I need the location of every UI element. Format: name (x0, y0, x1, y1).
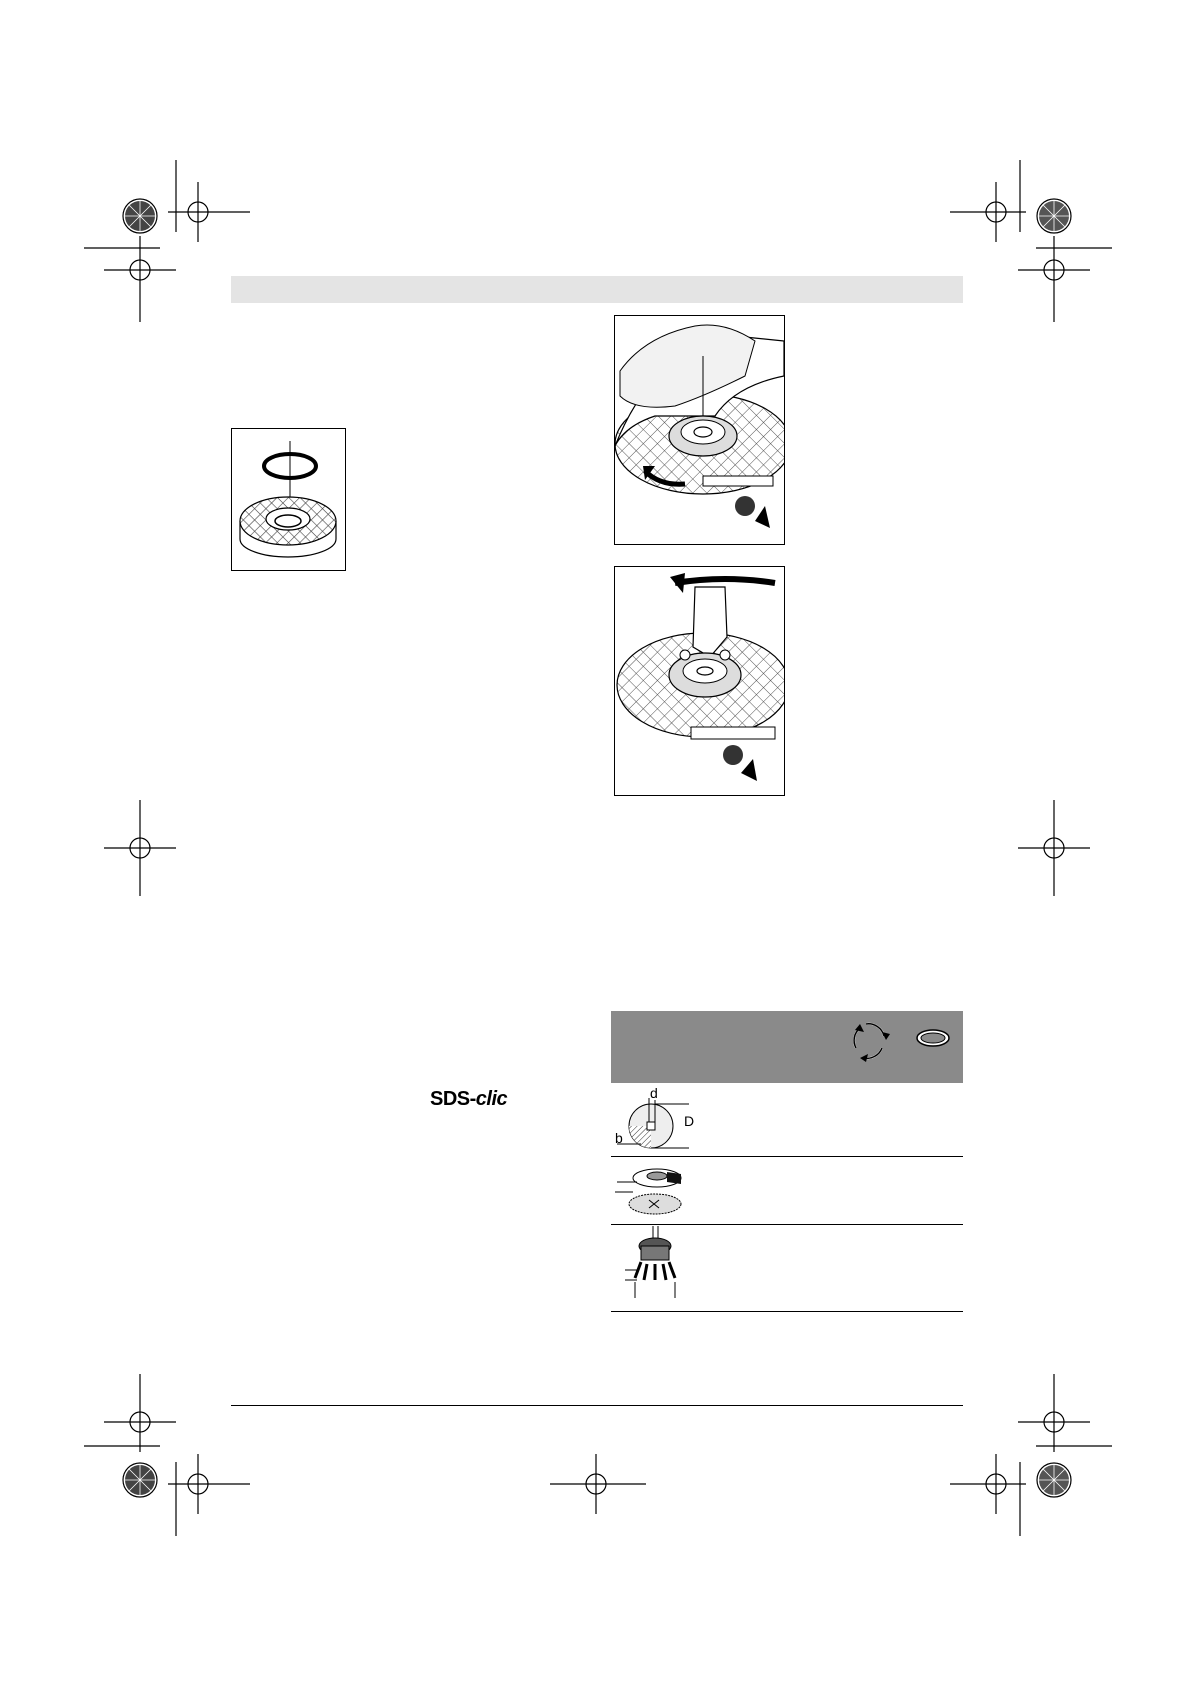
dimension-label-d: d (650, 1085, 658, 1101)
dimension-label-b: b (615, 1130, 623, 1146)
figure-oring-flange (231, 428, 346, 571)
figure-hand-tighten-disc (614, 315, 785, 545)
grinding-disc-stack-icon (611, 1158, 691, 1224)
hand-disc-illustration (615, 316, 784, 544)
table-rule-2 (611, 1224, 963, 1225)
sds-clic-logo (430, 1088, 507, 1111)
table-row (611, 1084, 963, 1156)
sds-logo-prefix: SDS- (430, 1088, 476, 1110)
table-row (611, 1158, 963, 1224)
thread-ring-icon (914, 1027, 952, 1049)
table-rule-1 (611, 1156, 963, 1157)
wrench-disc-illustration (615, 567, 784, 795)
dimension-label-D: D (684, 1113, 695, 1129)
cup-brush-icon (611, 1226, 691, 1310)
table-rule-3 (611, 1311, 963, 1312)
page-footer-rule (231, 1405, 963, 1406)
page-header-bar (231, 276, 963, 303)
sds-logo-suffix: clic (475, 1088, 508, 1110)
rotation-arrows-icon (846, 1018, 892, 1064)
oring-flange-illustration (232, 429, 345, 570)
table-row (611, 1226, 963, 1310)
accessory-table-header (611, 1011, 963, 1083)
figure-wrench-tighten (614, 566, 785, 796)
